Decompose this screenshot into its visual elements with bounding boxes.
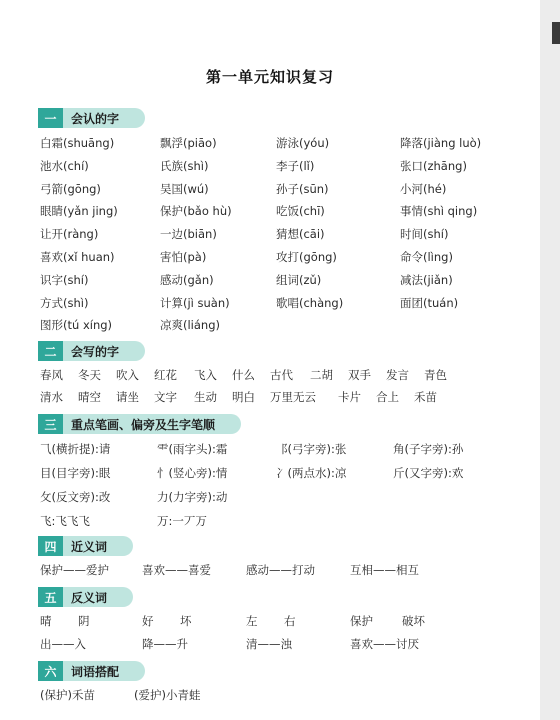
recognize-word: 识字(shí) — [40, 272, 89, 287]
collocation-item: (保护)禾苗 — [40, 688, 95, 702]
scroll-marker — [552, 22, 560, 44]
write-word: 万里无云 — [270, 390, 316, 404]
recognize-word: 一边(biān) — [160, 227, 217, 242]
section-header-5 — [38, 587, 133, 607]
write-word: 古代 — [270, 368, 293, 382]
recognize-word: 命令(lìng) — [400, 250, 453, 264]
stroke-item: 冫(两点水):凉 — [276, 466, 347, 480]
recognize-word: 方式(shì) — [40, 295, 89, 310]
synonym-pair: 感动——打动 — [246, 563, 315, 577]
antonym-word: 好 — [142, 614, 154, 628]
write-word: 合上 — [376, 390, 399, 404]
recognize-word: 害怕(pà) — [160, 250, 207, 264]
write-word: 卡片 — [338, 390, 361, 404]
stroke-item: 忄(竖心旁):情 — [157, 466, 228, 480]
stroke-item: 飞:飞飞飞 — [40, 514, 90, 528]
antonym-word: 阴 — [78, 614, 90, 628]
recognize-word: 降落(jiàng luò) — [400, 136, 482, 150]
write-word: 禾苗 — [414, 390, 437, 404]
section-label: 重点笔画、偏旁及生字笔顺 — [63, 414, 241, 434]
antonym-pair: 清——浊 — [246, 637, 292, 651]
recognize-word: 组词(zǔ) — [276, 272, 322, 287]
write-word: 吹入 — [116, 368, 139, 382]
recognize-word: 事情(shì qing) — [400, 204, 478, 219]
antonym-pair: 降——升 — [142, 637, 188, 651]
section-number: 一 — [38, 108, 63, 128]
recognize-word: 感动(gǎn) — [160, 272, 214, 287]
section-label: 会认的字 — [63, 108, 145, 128]
recognize-word: 吃饭(chī) — [276, 204, 325, 219]
section-label: 近义词 — [63, 536, 133, 556]
section-number: 三 — [38, 414, 63, 434]
section-label: 词语搭配 — [63, 661, 145, 681]
antonym-word: 晴 — [40, 614, 52, 628]
recognize-word: 吴国(wú) — [160, 181, 209, 196]
recognize-word: 弓箭(gōng) — [40, 181, 101, 196]
write-word: 冬天 — [78, 368, 101, 382]
recognize-word: 李子(lǐ) — [276, 158, 315, 173]
recognize-word: 游泳(yóu) — [276, 136, 330, 150]
recognize-word: 时间(shí) — [400, 227, 449, 242]
recognize-word: 白霜(shuāng) — [40, 136, 115, 150]
recognize-word: 凉爽(liáng) — [160, 318, 220, 333]
recognize-word: 小河(hé) — [400, 181, 447, 196]
write-word: 清水 — [40, 390, 63, 404]
section-header-2 — [38, 341, 145, 361]
write-word: 发言 — [386, 368, 409, 382]
section-number: 五 — [38, 587, 63, 607]
stroke-item: 力(力字旁):动 — [157, 490, 228, 504]
section-number: 四 — [38, 536, 63, 556]
stroke-item: ⻆(子字旁):孙 — [393, 442, 464, 456]
stroke-item: ⻏(弓字旁):张 — [276, 442, 347, 456]
recognize-word: 氏族(shì) — [160, 158, 209, 173]
section-label: 会写的字 — [63, 341, 145, 361]
write-word: 请坐 — [116, 390, 139, 404]
write-word: 文字 — [154, 390, 177, 404]
stroke-item: 万:一丆万 — [157, 514, 207, 528]
antonym-word: 右 — [284, 614, 296, 628]
recognize-word: 孙子(sūn) — [276, 181, 329, 196]
write-word: 明白 — [232, 390, 255, 404]
recognize-word: 猜想(cāi) — [276, 227, 325, 242]
recognize-word: 攻打(gōng) — [276, 250, 337, 264]
recognize-word: 保护(bǎo hù) — [160, 204, 232, 219]
antonym-pair: 出——入 — [40, 637, 86, 651]
recognize-word: 张口(zhāng) — [400, 158, 467, 173]
synonym-pair: 保护——爱护 — [40, 563, 109, 577]
recognize-word: 喜欢(xǐ huan) — [40, 250, 115, 264]
write-word: 生动 — [194, 390, 217, 404]
write-word: 晴空 — [78, 390, 101, 404]
write-word: 飞入 — [194, 368, 217, 382]
write-word: 双手 — [348, 368, 371, 382]
recognize-word: 歌唱(chàng) — [276, 295, 344, 310]
page-title: 第一单元知识复习 — [205, 68, 334, 86]
collocation-item: (爱护)小青蛙 — [134, 688, 201, 702]
antonym-word: 左 — [246, 614, 258, 628]
recognize-word: 计算(jì suàn) — [160, 295, 230, 310]
recognize-word: 眼睛(yǎn jing) — [40, 204, 118, 219]
stroke-item: ⺄(横折提):请 — [40, 442, 111, 456]
section-label: 反义词 — [63, 587, 133, 607]
stroke-item: ⻗(雨字头):霜 — [157, 442, 228, 456]
recognize-word: 面团(tuán) — [400, 295, 459, 310]
antonym-word: 破坏 — [402, 614, 425, 628]
antonym-pair: 喜欢——讨厌 — [350, 637, 419, 651]
write-word: 青色 — [424, 368, 447, 382]
stroke-item: 目(目字旁):眼 — [40, 466, 111, 480]
section-header-1 — [38, 108, 145, 128]
synonym-pair: 喜欢——喜爱 — [142, 563, 211, 577]
recognize-word: 图形(tú xíng) — [40, 318, 113, 333]
recognize-word: 让开(ràng) — [40, 227, 99, 242]
recognize-word: 减法(jiǎn) — [400, 272, 453, 287]
section-header-4 — [38, 536, 133, 556]
section-number: 二 — [38, 341, 63, 361]
antonym-word: 保护 — [350, 614, 373, 628]
write-word: 二胡 — [310, 368, 333, 382]
write-word: 什么 — [232, 368, 255, 382]
recognize-word: 飘浮(piāo) — [160, 136, 217, 150]
recognize-word: 池水(chí) — [40, 158, 89, 173]
section-number: 六 — [38, 661, 63, 681]
write-word: 红花 — [154, 368, 177, 382]
section-header-6 — [38, 661, 145, 681]
page-edge — [540, 0, 560, 720]
section-header-3 — [38, 414, 241, 434]
stroke-item: ⽄(又字旁):欢 — [393, 466, 464, 480]
synonym-pair: 互相——相互 — [350, 563, 419, 577]
stroke-item: 攵(反文旁):改 — [40, 490, 111, 504]
antonym-word: 坏 — [180, 614, 192, 628]
write-word: 春风 — [40, 368, 63, 382]
